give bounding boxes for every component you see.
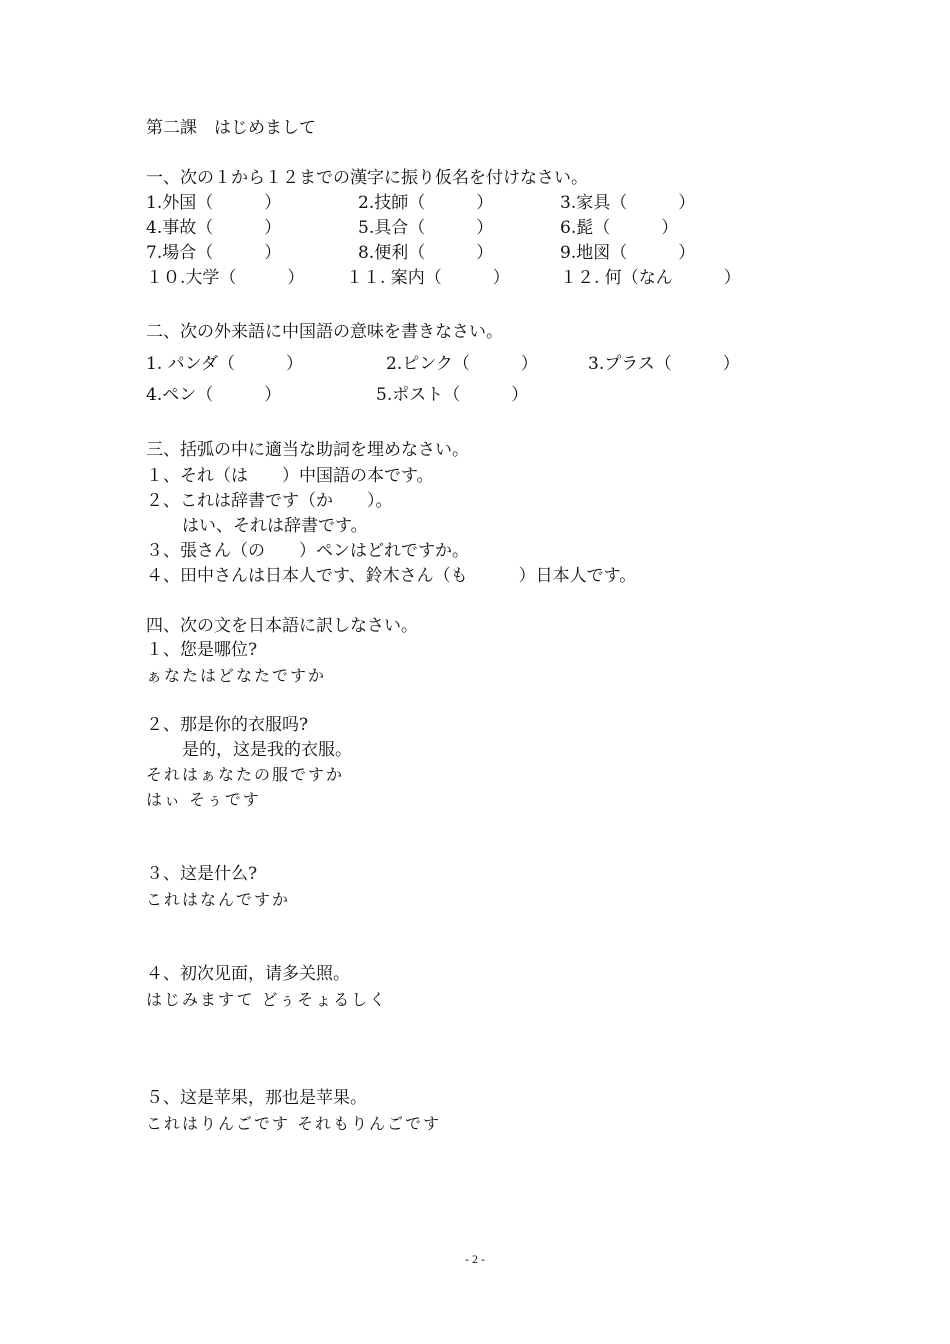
s1-item-11: １１. 案内（ ） — [346, 268, 510, 288]
s4-question-3: ３、这是什么? — [146, 864, 258, 884]
s1-item-4: 4.事故（ ） — [146, 218, 282, 238]
s3-line-4: ３、張さん（の ）ペンはどれですか。 — [146, 541, 469, 561]
s1-item-10: １０.大学（ ） — [146, 268, 305, 288]
s4-answer-2a: それはぁなたの服ですか — [146, 765, 345, 784]
s1-item-6: 6.髭（ ） — [560, 218, 679, 238]
s2-item-2: 2.ピンク（ ） — [386, 354, 538, 374]
s1-item-2: 2.技師（ ） — [358, 193, 494, 213]
s1-item-3: 3.家具（ ） — [560, 193, 696, 213]
section3-heading: 三、括弧の中に適当な助詞を埋めなさい。 — [146, 440, 469, 460]
s2-item-3: 3.プラス（ ） — [588, 354, 740, 374]
s4-question-2-reply: 是的，这是我的衣服。 — [182, 740, 352, 760]
s2-item-1: 1. パンダ（ ） — [146, 354, 303, 374]
s3-line-3: はい、それは辞書です。 — [182, 516, 368, 536]
s4-answer-1: ぁなたはどなたですか — [146, 666, 327, 685]
s4-question-1: １、您是哪位? — [146, 640, 258, 660]
page-title: 第二課 はじめまして — [146, 118, 316, 138]
s4-answer-5: これはりんごです それもりんごです — [146, 1114, 442, 1133]
s4-answer-4: はじみますて どぅそょるしく — [146, 990, 388, 1009]
s4-question-4: ４、初次见面，请多关照。 — [146, 964, 350, 984]
s2-item-5: 5.ポスト（ ） — [376, 385, 529, 405]
s3-line-2: ２、これは辞書です（か ）。 — [146, 491, 393, 511]
s1-item-5: 5.具合（ ） — [358, 218, 494, 238]
s1-item-8: 8.便利（ ） — [358, 243, 494, 263]
section1-heading: 一、次の１から１２までの漢字に振り仮名を付けなさい。 — [146, 168, 588, 188]
section4-heading: 四、次の文を日本語に訳しなさい。 — [146, 616, 418, 636]
s4-answer-3: これはなんですか — [146, 890, 291, 909]
section2-heading: 二、次の外来語に中国語の意味を書きなさい。 — [146, 322, 503, 342]
s3-line-1: １、それ（は ）中国語の本です。 — [146, 466, 434, 486]
s1-item-1: 1.外国（ ） — [146, 193, 282, 213]
page-number: - 2 - — [465, 1252, 485, 1266]
s2-item-4: 4.ペン（ ） — [146, 385, 282, 405]
s4-question-5: ５、这是苹果，那也是苹果。 — [146, 1088, 367, 1108]
s3-line-5: ４、田中さんは日本人です、鈴木さん（も ）日本人です。 — [146, 566, 637, 586]
s1-item-9: 9.地図（ ） — [560, 243, 696, 263]
s1-item-7: 7.場合（ ） — [146, 243, 282, 263]
s4-question-2: ２、那是你的衣服吗? — [146, 715, 309, 735]
s1-item-12: １２. 何（なん ） — [560, 268, 741, 288]
s4-answer-2b: はぃ そぅです — [146, 790, 261, 809]
